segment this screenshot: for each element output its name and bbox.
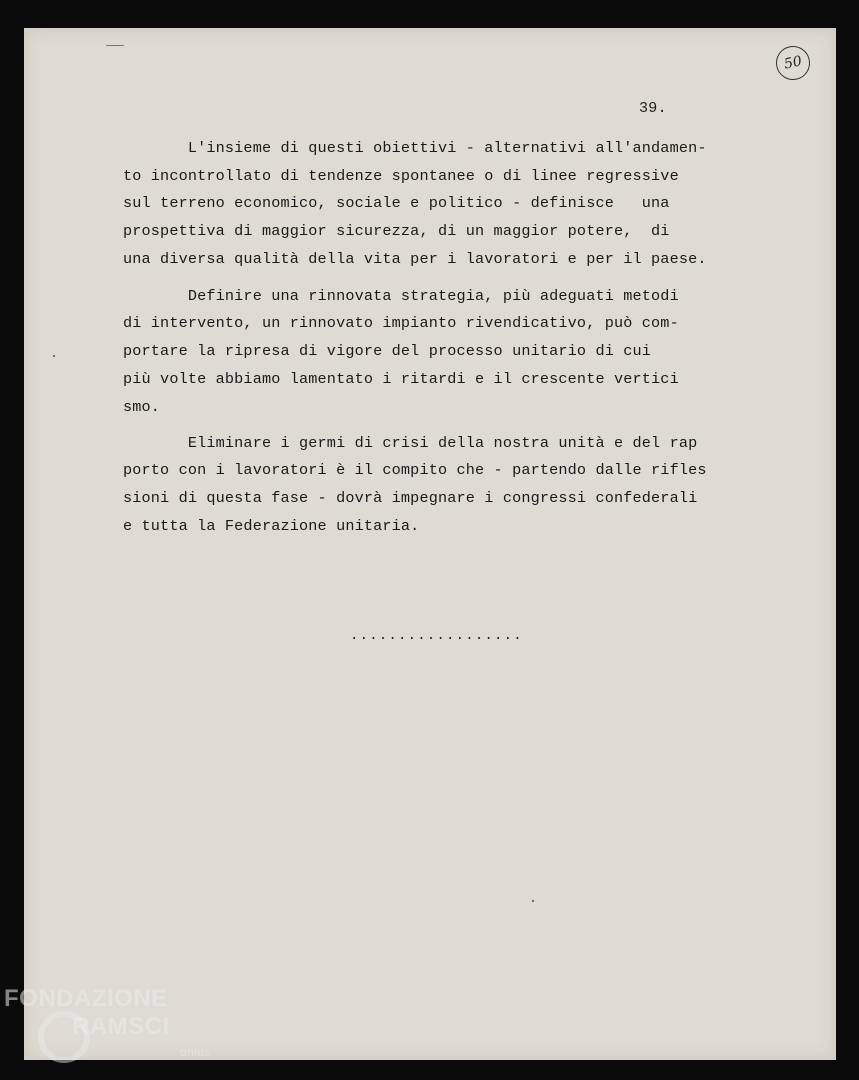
text-line: e tutta la Federazione unitaria. (123, 517, 420, 535)
text-line: to incontrollato di tendenze spontanee o di linee regressive (123, 167, 679, 185)
text-line: portare la ripresa di vigore del processo unitario di cui (123, 342, 652, 360)
text-line: Definire una rinnovata strategia, più adeguati metodi (123, 287, 679, 305)
text-line: sioni di questa fase - dovrà impegnare i congressi confederali (123, 489, 698, 507)
text-line: sul terreno economico, sociale e politico - definisce una (123, 194, 670, 212)
stamp-number: 50 (782, 53, 804, 73)
text-line: più volte abbiamo lamentato i ritardi e il crescente vertici (123, 370, 679, 388)
paper-speck (106, 45, 124, 46)
watermark-line1: FONDAZIONE (4, 985, 168, 1012)
text-line: porto con i lavoratori è il compito che - partendo dalle rifles (123, 461, 707, 479)
text-line: L'insieme di questi obiettivi - alternativi all'andamen- (123, 139, 707, 157)
text-line: prospettiva di maggior sicurezza, di un maggior potere, di (123, 222, 670, 240)
fondazione-gramsci-watermark (4, 985, 214, 1075)
closing-separator: .................. (350, 628, 523, 644)
text-line: smo. (123, 398, 161, 416)
text-line: una diversa qualità della vita per i lavoratori e per il paese. (123, 250, 707, 268)
text-line: di intervento, un rinnovato impianto rivendicativo, può com- (123, 314, 679, 332)
watermark-line2: RAMSCI (72, 1013, 170, 1040)
paper-speck (532, 900, 534, 902)
watermark-line3: onlus (180, 1045, 211, 1059)
page-number: 39. (639, 100, 667, 117)
paper-speck (53, 355, 55, 357)
text-line: Eliminare i germi di crisi della nostra unità e del rap (123, 434, 698, 452)
